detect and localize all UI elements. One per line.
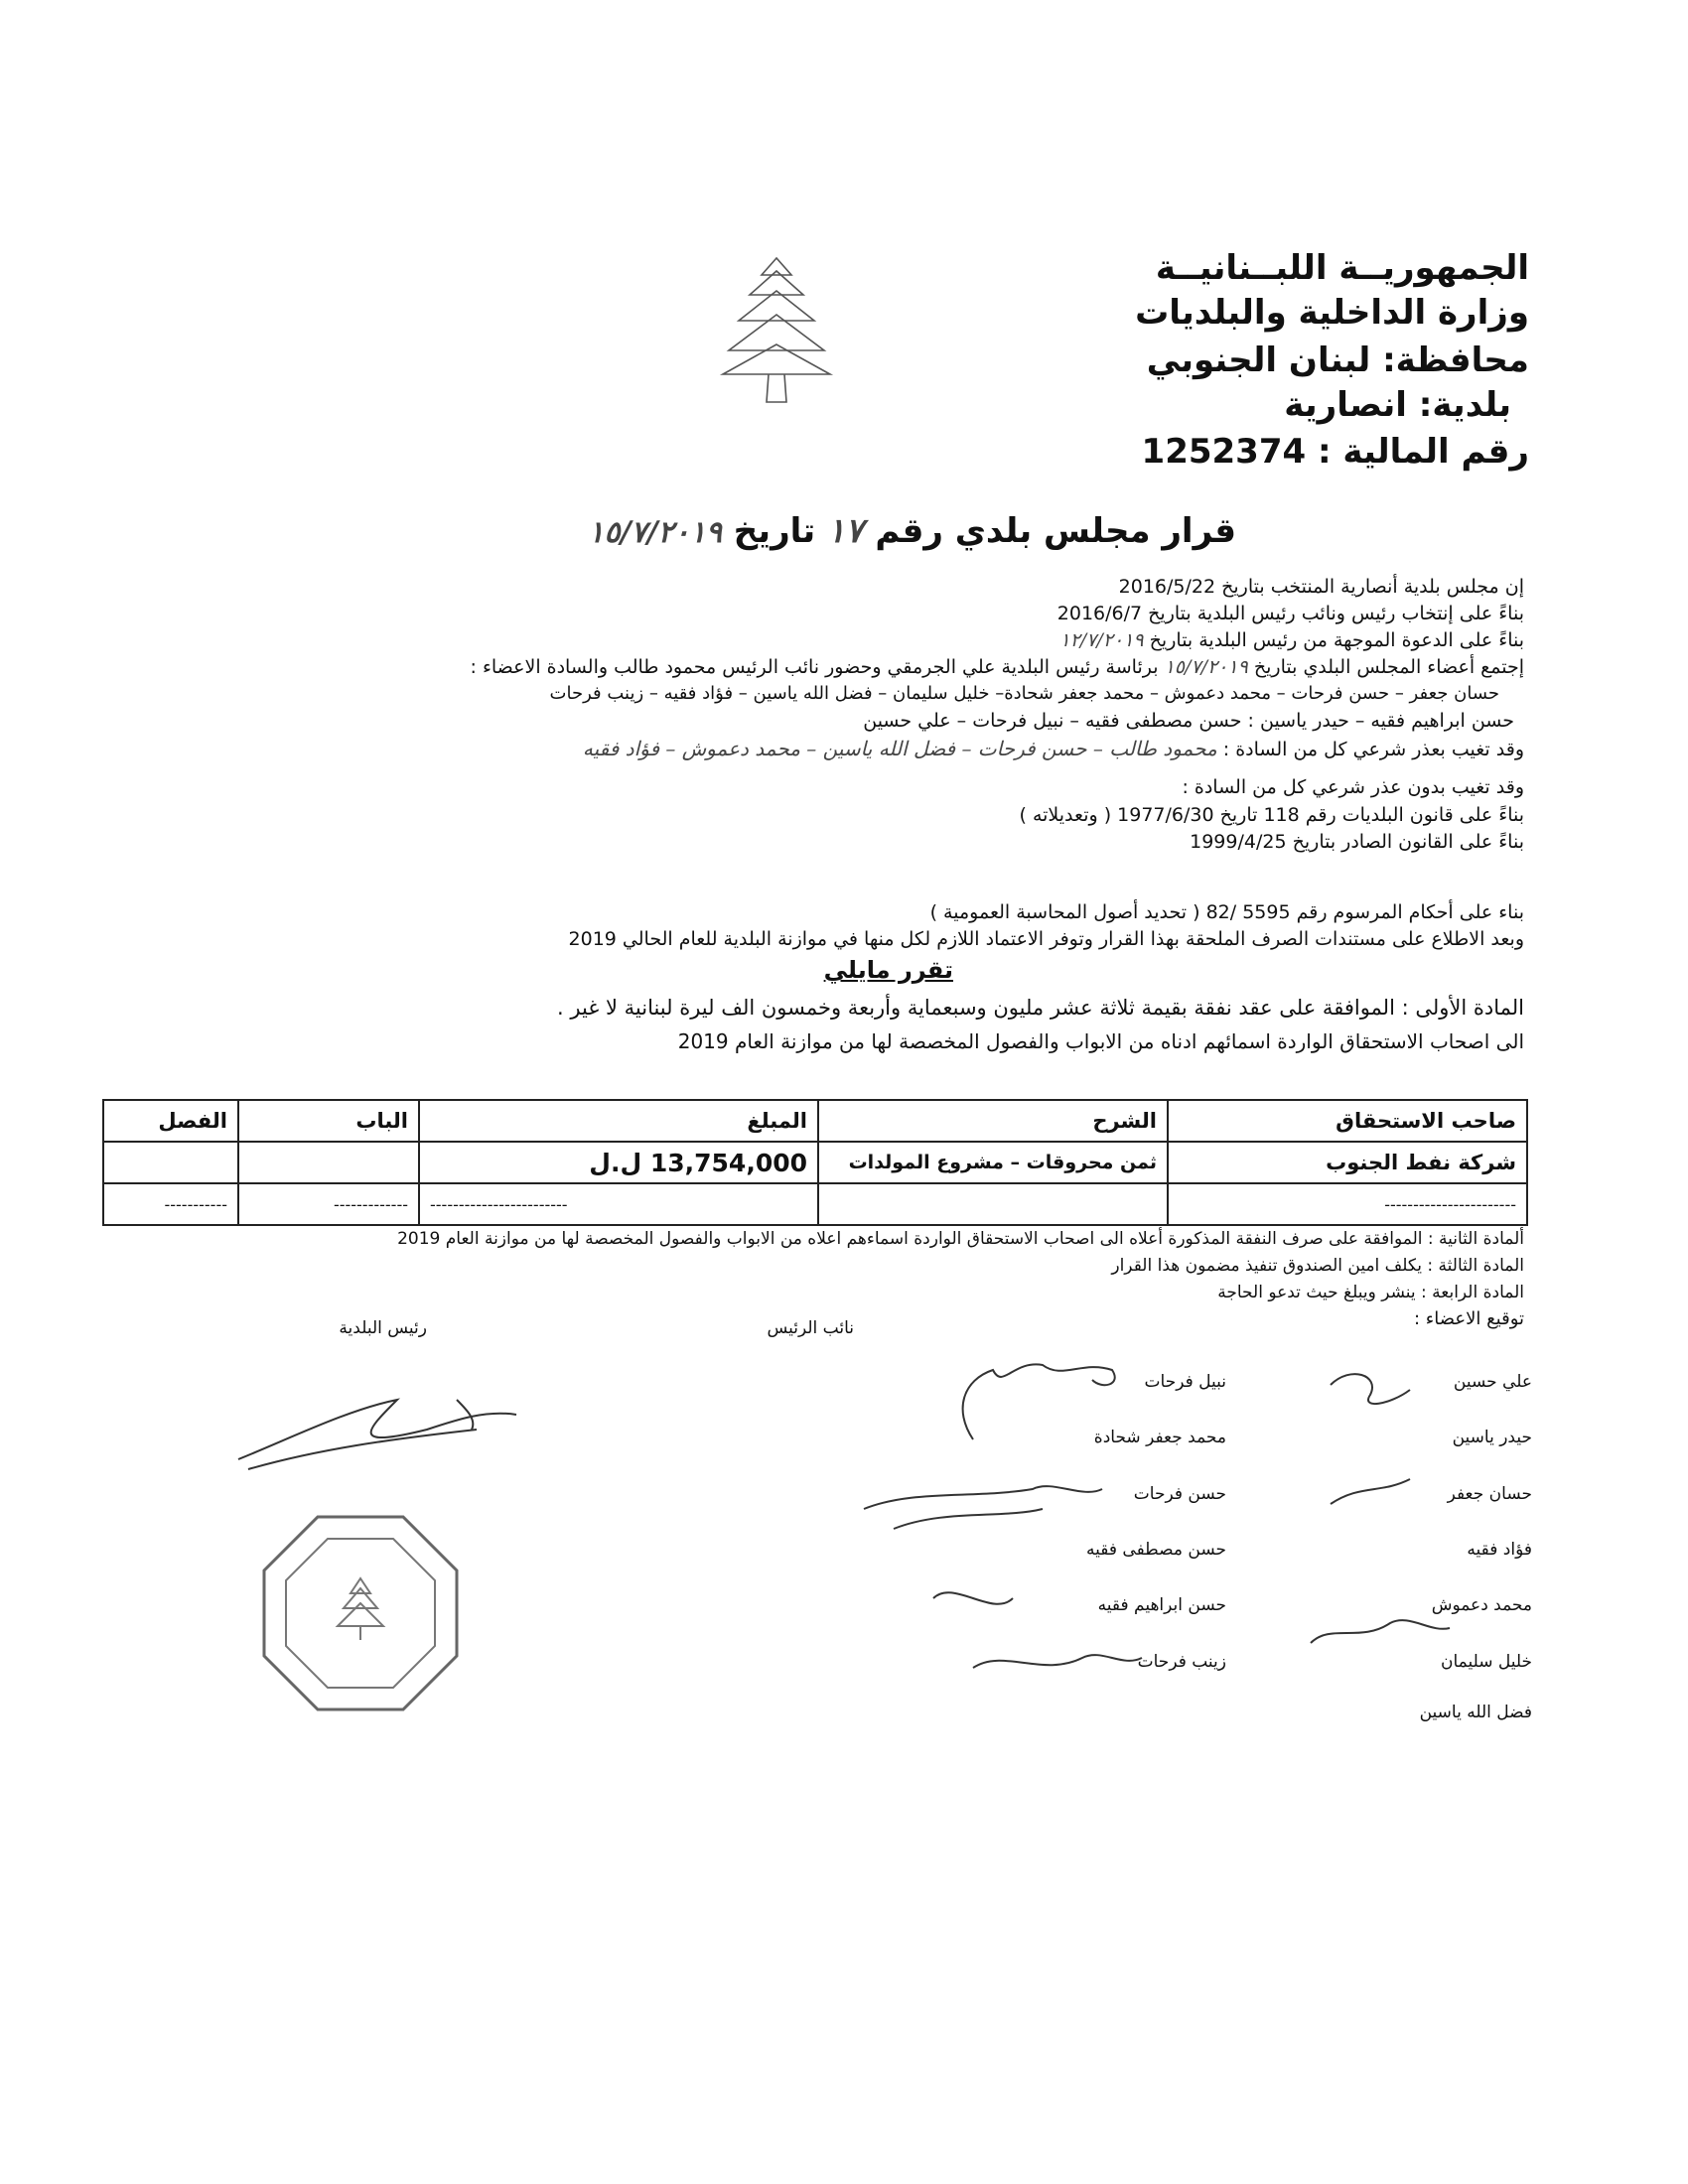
body-line-7 — [583, 737, 1524, 760]
deputy-signature — [933, 1340, 1152, 1449]
municipality-title: بلدية: انصارية — [1284, 385, 1511, 425]
deputy-label: نائب الرئيس — [767, 1318, 854, 1338]
republic-title: الجمهوريــة اللبــنانيــة — [1155, 248, 1529, 288]
body-line-10: بناءً على القانون الصادر بتاريخ 1999/4/25 — [1190, 831, 1524, 853]
article-1-continued: الى اصحاب الاستحقاق الواردة اسمائهم ادناه من الابواب والفصول المخصصة لها من موازنة العام 2019 — [677, 1029, 1524, 1053]
body-line-9: بناءً على قانون البلديات رقم 118 تاريخ 1977/6/30 ( وتعديلاته ) — [1019, 804, 1524, 826]
governorate-title: محافظة: لبنان الجنوبي — [1146, 341, 1529, 380]
table-header-cell: الباب — [238, 1100, 419, 1142]
member-right-6: فضل الله ياسين — [1419, 1703, 1532, 1722]
table-cell: ------------------------ — [419, 1183, 818, 1225]
table-header-cell: الفصل — [103, 1100, 238, 1142]
member-right-2: حسان جعفر — [1447, 1484, 1532, 1504]
table-row — [103, 1183, 1527, 1225]
member-mid-2: حسن فرحات — [1133, 1484, 1226, 1504]
body-line-7-handwritten: محمود طالب – حسن فرحات – فضل الله ياسين – محمد دعموش – فؤاد فقيه — [582, 737, 1217, 760]
body-line-4-continued: برئاسة رئيس البلدية علي الجرمقي وحضور نائب الرئيس محمود طالب والسادة الاعضاء : — [470, 656, 1159, 678]
table-cell: ثمن محروقات – مشروع المولدات — [818, 1142, 1168, 1183]
body-line-2: بناءً على إنتخاب رئيس ونائب رئيس البلدية بتاريخ 2016/6/7 — [1056, 603, 1524, 624]
decision-title — [588, 511, 1236, 551]
table-cell: 13,754,000 ل.ل — [419, 1142, 818, 1183]
member-right-0: علي حسين — [1453, 1372, 1532, 1392]
table-header-cell: صاحب الاستحقاق — [1168, 1100, 1527, 1142]
members-signature-label: توقيع الاعضاء : — [1414, 1308, 1524, 1329]
body-line-6: حسن ابراهيم فقيه – حيدر ياسين : حسن مصطفى فقيه – نبيل فرحات – علي حسين — [863, 710, 1514, 732]
member-right-1: حيدر ياسين — [1452, 1428, 1532, 1447]
decision-date-label: تاريخ — [733, 511, 816, 551]
table-header-cell: المبلغ — [419, 1100, 818, 1142]
mayor-signature — [228, 1370, 526, 1489]
table-cell: ----------- — [103, 1183, 238, 1225]
decision-heading: تقرر مايلي — [823, 956, 953, 984]
table-cell — [238, 1142, 419, 1183]
article-3: المادة الثالثة : يكلف امين الصندوق تنفيذ مضمون هذا القرار — [1111, 1256, 1524, 1276]
body-line-4 — [471, 656, 1525, 678]
body-line-3 — [1059, 629, 1524, 651]
body-line-3-handwritten: ١٢/٧/٢٠١٩ — [1059, 629, 1144, 651]
table-cell — [103, 1142, 238, 1183]
body-line-5: حسان جعفر – حسن فرحات – محمد دعموش – محمد جعفر شحادة– خليل سليمان – فضل الله ياسين – فؤاد فقيه – زينب فرحات — [549, 683, 1499, 704]
member-mid-1: محمد جعفر شحادة — [1093, 1428, 1226, 1447]
decision-number-handwritten: ١٧ — [827, 511, 864, 551]
right-signatures — [1291, 1345, 1470, 1673]
article-2: ألمادة الثانية : الموافقة على صرف النفقة المذكورة أعلاه الى اصحاب الاستحقاق الواردة اسماءهم اعلاه من الابواب والفصول المخصصة لها من موازنة العام 2019 — [397, 1229, 1524, 1249]
body-line-1: إن مجلس بلدية أنصارية المنتخب بتاريخ 2016/5/22 — [1118, 576, 1524, 598]
member-mid-4: حسن ابراهيم فقيه — [1097, 1595, 1226, 1615]
body-line-4-handwritten: ١٥/٧/٢٠١٩ — [1164, 656, 1248, 678]
table-cell: شركة نفط الجنوب — [1168, 1142, 1527, 1183]
body-line-3-text: بناءً على الدعوة الموجهة من رئيس البلدية بتاريخ — [1149, 629, 1524, 651]
article-4: المادة الرابعة : ينشر ويبلغ حيث تدعو الحاجة — [1217, 1283, 1524, 1302]
article-1: المادة الأولى : الموافقة على عقد نفقة بقيمة ثلاثة عشر مليون وسبعماية وأربعة وخمسون الف ليرة لبنانية لا غير . — [557, 996, 1524, 1020]
mayor-label: رئيس البلدية — [339, 1318, 427, 1338]
member-right-3: فؤاد فقيه — [1467, 1540, 1532, 1560]
decision-title-text: قرار مجلس بلدي رقم — [875, 511, 1236, 551]
expense-table — [102, 1099, 1528, 1226]
body-line-4-text: إجتمع أعضاء المجلس البلدي بتاريخ — [1253, 656, 1524, 678]
member-signatures — [854, 1469, 1182, 1698]
body-line-11: بناء على أحكام المرسوم رقم 5595 /82 ( تحديد أصول المحاسبة العمومية ) — [929, 901, 1524, 923]
member-mid-0: نبيل فرحات — [1144, 1372, 1226, 1392]
cedar-emblem-icon — [717, 253, 836, 407]
table-header-cell: الشرح — [818, 1100, 1168, 1142]
body-line-7-text: وقد تغيب بعذر شرعي كل من السادة : — [1222, 739, 1524, 760]
table-cell: ------------- — [238, 1183, 419, 1225]
official-stamp — [256, 1509, 465, 1717]
body-line-12: وبعد الاطلاع على مستندات الصرف الملحقة بهذا القرار وتوفر الاعتماد اللازم لكل منها في موازنة البلدية للعام الحالي 2019 — [568, 928, 1524, 950]
decision-date-handwritten: ١٥/٧/٢٠١٩ — [588, 515, 722, 550]
table-cell: ----------------------- — [1168, 1183, 1527, 1225]
member-mid-5: زينب فرحات — [1137, 1652, 1226, 1672]
member-mid-3: حسن مصطفى فقيه — [1086, 1540, 1226, 1560]
table-cell — [818, 1183, 1168, 1225]
ministry-title: وزارة الداخلية والبلديات — [1135, 293, 1529, 333]
body-line-8: وقد تغيب بدون عذر شرعي كل من السادة : — [1182, 776, 1524, 798]
member-right-4: محمد دعموش — [1431, 1595, 1532, 1615]
finance-number: رقم المالية : 1252374 — [1141, 432, 1529, 472]
table-header-row — [103, 1100, 1527, 1142]
member-right-5: خليل سليمان — [1440, 1652, 1532, 1672]
table-row — [103, 1142, 1527, 1183]
